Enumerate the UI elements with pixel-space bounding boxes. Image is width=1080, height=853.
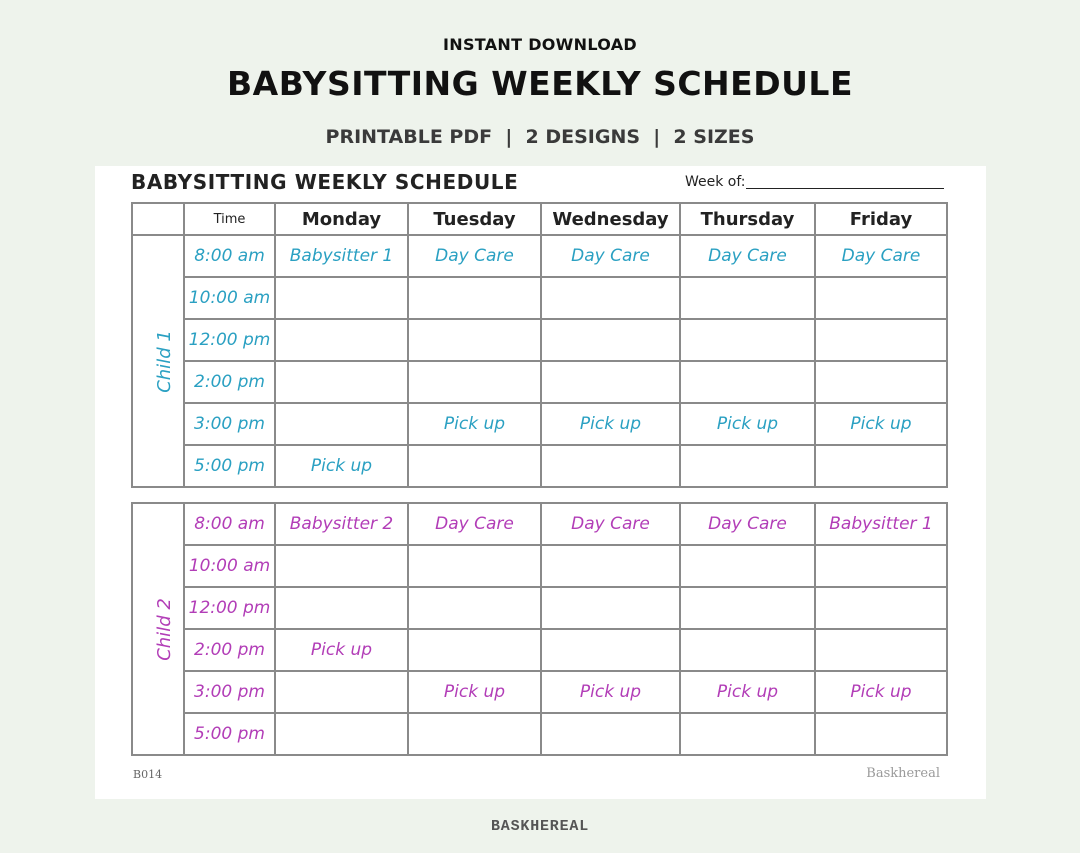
schedule-cell: Pick up: [680, 403, 815, 445]
footer-brand: BASKHEREAL: [490, 818, 589, 835]
time-cell: 3:00 pm: [184, 671, 275, 713]
schedule-cell: [680, 361, 815, 403]
schedule-cell: [815, 319, 947, 361]
schedule-cell: [275, 545, 408, 587]
schedule-cell: Day Care: [408, 503, 541, 545]
schedule-sheet: [95, 166, 986, 799]
schedule-cell: [680, 629, 815, 671]
time-header: Time: [184, 203, 275, 235]
schedule-cell: [408, 361, 541, 403]
schedule-row: [132, 587, 947, 629]
schedule-row: [132, 671, 947, 713]
schedule-cell: Pick up: [408, 403, 541, 445]
schedule-cell: Pick up: [541, 403, 680, 445]
schedule-cell: Day Care: [408, 235, 541, 277]
schedule-cell: [815, 587, 947, 629]
schedule-cell: [275, 277, 408, 319]
day-header: Tuesday: [408, 203, 541, 235]
schedule-row: [132, 361, 947, 403]
child-label-cell: [132, 503, 184, 755]
banner-title: BABYSITTING WEEKLY SCHEDULE: [227, 64, 853, 103]
schedule-cell: [408, 713, 541, 755]
banner-kicker: INSTANT DOWNLOAD: [443, 35, 637, 54]
week-of-label: Week of:: [685, 174, 746, 190]
child-label: Child 2: [153, 597, 175, 661]
time-cell: 8:00 am: [184, 235, 275, 277]
time-cell: 10:00 am: [184, 277, 275, 319]
child-label-cell: [132, 235, 184, 487]
sheet-brand: Baskhereal: [866, 766, 940, 781]
schedule-cell: Babysitter 2: [275, 503, 408, 545]
week-of-line: [746, 188, 944, 189]
schedule-cell: Pick up: [408, 671, 541, 713]
time-cell: 2:00 pm: [184, 629, 275, 671]
schedule-row: [132, 445, 947, 487]
schedule-cell: [815, 445, 947, 487]
schedule-cell: [815, 713, 947, 755]
schedule-cell: [541, 587, 680, 629]
schedule-cell: [408, 629, 541, 671]
schedule-row: [132, 713, 947, 755]
schedule-cell: [541, 361, 680, 403]
schedule-cell: Pick up: [815, 671, 947, 713]
template-code: B014: [133, 768, 163, 781]
child-label: Child 1: [153, 329, 175, 393]
time-cell: 5:00 pm: [184, 445, 275, 487]
schedule-cell: [680, 277, 815, 319]
schedule-cell: Babysitter 1: [275, 235, 408, 277]
schedule-cell: Babysitter 1: [815, 503, 947, 545]
schedule-cell: [541, 277, 680, 319]
schedule-cell: Day Care: [680, 235, 815, 277]
time-cell: 5:00 pm: [184, 713, 275, 755]
time-cell: 3:00 pm: [184, 403, 275, 445]
schedule-cell: [275, 587, 408, 629]
banner-subtitle: PRINTABLE PDF | 2 DESIGNS | 2 SIZES: [325, 126, 755, 148]
schedule-cell: [408, 445, 541, 487]
schedule-cell: Day Care: [680, 503, 815, 545]
schedule-cell: Pick up: [275, 629, 408, 671]
schedule-row: [132, 277, 947, 319]
time-cell: 10:00 am: [184, 545, 275, 587]
day-header: Thursday: [680, 203, 815, 235]
schedule-cell: [541, 629, 680, 671]
schedule-cell: Pick up: [275, 445, 408, 487]
schedule-row: [132, 503, 947, 545]
schedule-cell: [680, 587, 815, 629]
schedule-cell: [275, 713, 408, 755]
schedule-row: [132, 403, 947, 445]
schedule-cell: [275, 403, 408, 445]
schedule-row: [132, 235, 947, 277]
time-cell: 12:00 pm: [184, 587, 275, 629]
schedule-cell: Day Care: [815, 235, 947, 277]
schedule-cell: [541, 713, 680, 755]
schedule-cell: Pick up: [680, 671, 815, 713]
schedule-cell: [275, 361, 408, 403]
schedule-row: [132, 319, 947, 361]
sheet-title: BABYSITTING WEEKLY SCHEDULE: [131, 170, 519, 194]
schedule-cell: [680, 713, 815, 755]
schedule-cell: [408, 319, 541, 361]
child-1-block: [131, 234, 948, 488]
time-cell: 12:00 pm: [184, 319, 275, 361]
schedule-cell: [408, 587, 541, 629]
schedule-cell: [541, 545, 680, 587]
child-2-block: [131, 502, 948, 756]
schedule-cell: [541, 445, 680, 487]
schedule-row: [132, 629, 947, 671]
schedule-row: [132, 545, 947, 587]
schedule-cell: Pick up: [815, 403, 947, 445]
time-cell: 8:00 am: [184, 503, 275, 545]
schedule-cell: [275, 319, 408, 361]
schedule-cell: [275, 671, 408, 713]
schedule-cell: [815, 361, 947, 403]
schedule-cell: [680, 445, 815, 487]
day-header: Wednesday: [541, 203, 680, 235]
schedule-cell: [815, 277, 947, 319]
time-cell: 2:00 pm: [184, 361, 275, 403]
schedule-cell: [815, 545, 947, 587]
schedule-cell: [408, 545, 541, 587]
day-header: Friday: [815, 203, 947, 235]
schedule-header: [131, 202, 948, 236]
schedule-cell: [408, 277, 541, 319]
schedule-cell: Day Care: [541, 503, 680, 545]
schedule-cell: [680, 319, 815, 361]
schedule-cell: Pick up: [541, 671, 680, 713]
schedule-cell: [680, 545, 815, 587]
day-header: Monday: [275, 203, 408, 235]
schedule-cell: [815, 629, 947, 671]
schedule-cell: Day Care: [541, 235, 680, 277]
schedule-cell: [541, 319, 680, 361]
corner-cell: [132, 203, 184, 235]
